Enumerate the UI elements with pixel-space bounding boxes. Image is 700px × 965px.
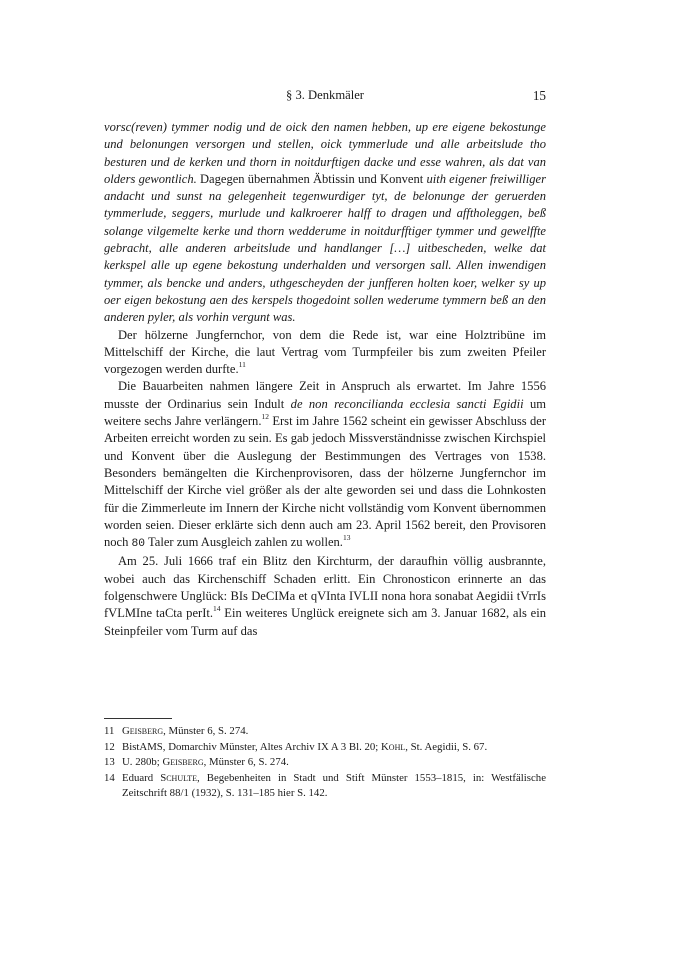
text-run: , St. Aegidii, S. 67. — [405, 740, 488, 753]
footnote-12 — [104, 740, 546, 756]
footnote-number: 12 — [104, 740, 115, 753]
text-run: Am 25. Juli 1666 traf ein Blitz den Kirchturm, der daraufhin völlig ausbrannte, wobei auch das Kirchenschiff Schaden erlitt. Ein Chronosticon erinnerte an das folgenschwere Unglück: BIs DeCIMa et qVInta IVLII nona hora sonabat Aegidii tVrrIs fVLMIne taCta perIt. — [104, 554, 546, 621]
text-run: , Münster 6, S. 274. — [203, 756, 289, 768]
section-title: § 3. Denkmäler — [286, 88, 364, 102]
footnote-text — [122, 724, 546, 740]
footnote-number: 11 — [104, 725, 115, 737]
text-run: , Münster 6, S. 274. — [163, 725, 249, 737]
italic-quote: de non reconcilianda ecclesia sancti Egidii — [290, 396, 524, 411]
footnote-separator — [104, 718, 172, 719]
author-name: Geisberg — [122, 725, 164, 737]
author-name: Kohl — [381, 740, 406, 753]
footnote-ref: 13 — [342, 532, 351, 542]
running-head — [104, 88, 546, 106]
footnote-text — [122, 771, 546, 802]
text-run: um weitere sechs Jahre verlängern. — [104, 396, 546, 429]
paragraph-bauarbeiten — [104, 378, 546, 553]
page-number: 15 — [532, 88, 546, 103]
footnotes — [104, 724, 546, 802]
italic-quote: uith eigener freiwilliger andacht und sunst na gelegenheit tegenwurdiger tyt, de belonunge der geruerden tymmerlude, seggers, murlude und kalkroerer halff to dragen und afftholeggen, beß solange vilgemelte kerke und thorn wedderume in noitdurfftiger tymmer und gewelffte gebracht, alle anderen arbeitslude und handlanger […] uitbescheden, welke dat kerkspel alle up egene bekostung underhalden und versorgen sall. Allen inwendigen tymmer, als bencke und anders, uthgescheyden der junfferen holten koer, welker sy up oer eigen bekostung aen des kerspels thogedoint sollen wederume tymmern beß an den anderen pyler, als vorhin vergunt was. — [104, 171, 546, 325]
text-run: U. 280b; — [122, 756, 163, 768]
paragraph-blitz — [104, 553, 546, 639]
author-name: Schulte — [160, 771, 198, 784]
text-run: Taler zum Ausgleich zahlen zu wollen. — [145, 535, 343, 550]
text-run: Ein weiteres Unglück ereignete sich am 3. Januar 1682, als ein Steinpfeiler vom Turm auf das — [104, 606, 546, 638]
text-run: BistAMS, Domarchiv Münster, Altes Archiv IX A 3 Bl. 20; — [122, 740, 381, 753]
main-text — [104, 119, 546, 640]
footnote-ref: 11 — [238, 359, 246, 369]
text-run: Eduard — [122, 771, 161, 784]
paragraph-quote-continuation — [104, 119, 546, 327]
text-run: Dagegen übernahmen Äbtissin und Konvent — [196, 171, 427, 186]
footnote-text — [122, 740, 546, 756]
text-run: Der hölzerne Jungfernchor, von dem die Rede ist, war eine Holztribüne im Mittelschiff der Kirche, die laut Vertrag vom Turmpfeiler bis zum zweiten Pfeiler vorgezogen werden durfte. — [104, 327, 546, 377]
author-name: Geisberg — [162, 756, 204, 768]
footnote-number: 13 — [104, 756, 115, 768]
text-run: , Begebenheiten in Stadt und Stift Münster 1553–1815, in: Westfälische Zeitschrift 88/1 (1932), S. 131–185 hier S. 142. — [122, 771, 546, 799]
footnote-13 — [104, 755, 546, 771]
text-run: Erst im Jahre 1562 scheint ein gewisser Abschluss der Arbeiten erreicht worden zu sein. Es gab jedoch Missverständnisse zwischen Kirchspiel und Konvent über die Auslegung der Bestimmungen des Vertrages von 1538. Besonders bemängelten die Kirchenprovisoren, dass der hölzerne Jungfernchor im Mittelschiff der Kirche viel größer als der alte geworden sei und dass die Lohnkosten für die Zimmerleute im Innern der Kirche nicht vollständig vom Konvent übernommen worden seien. Dieser erklärte sich denn auch am 23. April 1562 bereit, den Provisoren noch — [104, 414, 547, 550]
footnote-ref: 12 — [261, 411, 269, 421]
footnote-11 — [104, 724, 546, 740]
footnote-ref: 14 — [213, 604, 221, 614]
footnote-text — [122, 755, 546, 771]
footnote-14 — [104, 771, 546, 802]
text-run: Die Bauarbeiten nahmen längere Zeit in Anspruch als erwartet. Im Jahre 1556 musste der Ordinarius sein Indult — [104, 379, 546, 411]
italic-quote: vorsc(reven) tymmer nodig und de oick den namen hebben, up ere eigene bekostunge und belonungen versorgen und stellen, oick tymmerlude und alle arbeitslude tho besturen und de kerken und thorn in noitdurftigen dacke und esse wahren, als dat van olders gewontlich. — [104, 120, 546, 186]
footnote-number: 14 — [104, 771, 115, 784]
paragraph-jungfernchor — [104, 327, 546, 379]
number-text: 80 — [131, 538, 146, 551]
